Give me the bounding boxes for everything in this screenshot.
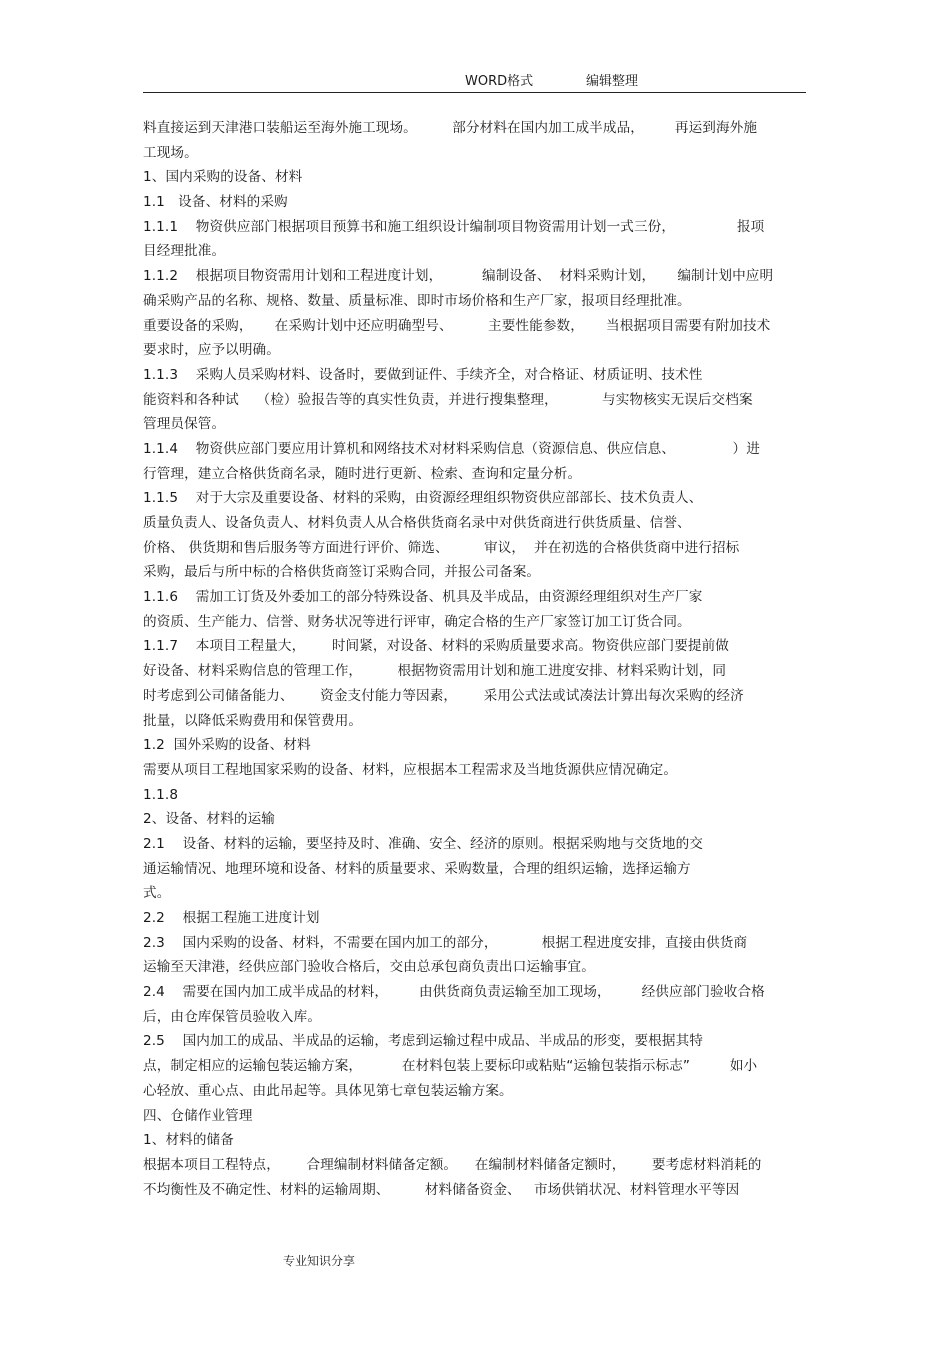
section-heading: 1、国内采购的设备、材料 <box>143 169 303 186</box>
text-line: 时考虑到公司储备能力、 资金支付能力等因素， 采用公式法或试凑法计算出每次采购的经济 <box>143 687 744 704</box>
page-header <box>143 70 806 93</box>
text-line: 1.1.8 <box>143 786 179 803</box>
text-line: 管理员保管。 <box>143 416 226 433</box>
text-line: 点，制定相应的运输包装运输方案， 在材料包装上要标印或粘贴“运输包装指示标志” 如小 <box>143 1058 758 1075</box>
text-line: 后，由仓库保管员验收入库。 <box>143 1008 322 1025</box>
text-line: 2.2 根据工程施工进度计划 <box>143 910 320 926</box>
text-line: 能资料和各种试 （检）验报告等的真实性负责，并进行搜集整理， 与实物核实无误后交档案 <box>143 391 753 408</box>
text-line: 心轻放、重心点、由此吊起等。具体见第七章包装运输方案。 <box>143 1082 513 1099</box>
text-line: 行管理，建立合格供货商名录，随时进行更新、检索、查询和定量分析。 <box>143 465 582 482</box>
text-line: 不均衡性及不确定性、材料的运输周期、 材料储备资金、 市场供销状况、材料管理水平等因 <box>143 1181 740 1198</box>
subsection-heading: 1、材料的储备 <box>143 1132 234 1149</box>
text-line: 1.1.7 本项目工程量大， 时间紧，对设备、材料的采购质量要求高。物资供应部门要提前做 <box>143 638 729 655</box>
text-line: 通运输情况、地理环境和设备、材料的质量要求、采购数量，合理的组织运输，选择运输方 <box>143 860 691 877</box>
text-line: 2.4 需要在国内加工成半成品的材料， 由供货商负责运输至加工现场， 经供应部门验收合格 <box>143 984 765 1001</box>
text-line: 1.1.5 对于大宗及重要设备、材料的采购，由资源经理组织物资供应部部长、技术负责人、 <box>143 490 703 507</box>
text-line: 确采购产品的名称、规格、数量、质量标准、即时市场价格和生产厂家，报项目经理批准。 <box>143 292 691 309</box>
text-line: 目经理批准。 <box>143 243 226 260</box>
text-line: 价格、 供货期和售后服务等方面进行评价、筛选、 审议， 并在初选的合格供货商中进行招标 <box>143 539 740 556</box>
header-format-label: WORD格式 <box>465 74 534 89</box>
text-line: 要求时，应予以明确。 <box>143 342 280 359</box>
text-line: 的资质、生产能力、信誉、财务状况等进行评审，确定合格的生产厂家签订加工订货合同。 <box>143 613 691 630</box>
text-line: 1.1.2 根据项目物资需用计划和工程进度计划， 编制设备、 材料采购计划， 编制计划中应明 <box>143 268 774 285</box>
section-heading: 2、设备、材料的运输 <box>143 811 275 828</box>
text-line: 1.1.3 采购人员采购材料、设备时，要做到证件、手续齐全，对合格证、材质证明、技术性 <box>143 366 703 383</box>
text-line: 好设备、材料采购信息的管理工作， 根据物资需用计划和施工进度安排、材料采购计划，同 <box>143 663 727 680</box>
subsection-heading: 1.1 设备、材料的采购 <box>143 194 288 211</box>
text-line: 2.5 国内加工的成品、半成品的运输，考虑到运输过程中成品、半成品的形变，要根据其特 <box>143 1033 703 1050</box>
text-line: 1.1.6 需加工订货及外委加工的部分特殊设备、机具及半成品，由资源经理组织对生产厂家 <box>143 589 703 606</box>
text-line: 采购，最后与所中标的合格供货商签订采购合同，并报公司备案。 <box>143 564 541 581</box>
text-line: 式。 <box>143 885 171 902</box>
text-line: 1.1.1 物资供应部门根据项目预算书和施工组织设计编制项目物资需用计划一式三份， 报项 <box>143 218 765 235</box>
text-line: 2.3 国内采购的设备、材料，不需要在国内加工的部分， 根据工程进度安排，直接由供货商 <box>143 934 748 951</box>
text-line: 1.1.4 物资供应部门要应用计算机和网络技术对材料采购信息（资源信息、供应信息、 ）进 <box>143 440 760 457</box>
text-line: 运输至天津港，经供应部门验收合格后，交由总承包商负责出口运输事宜。 <box>143 959 595 976</box>
text-line: 工现场。 <box>143 144 198 161</box>
text-line: 料直接运到天津港口装船运至海外施工现场。 部分材料在国内加工成半成品， 再运到海外施 <box>143 120 758 136</box>
text-line: 重要设备的采购， 在采购计划中还应明确型号、 主要性能参数， 当根据项目需要有附加技术 <box>143 317 771 334</box>
page-footer: 专业知识分享 <box>283 1254 356 1268</box>
text-line: 需要从项目工程地国家采购的设备、材料，应根据本工程需求及当地货源供应情况确定。 <box>143 761 678 778</box>
text-line: 批量，以降低采购费用和保管费用。 <box>143 712 363 729</box>
document-body <box>143 116 808 1202</box>
subsection-heading: 1.2 国外采购的设备、材料 <box>143 737 311 754</box>
text-line: 根据本项目工程特点， 合理编制材料储备定额。 在编制材料储备定额时， 要考虑材料消耗的 <box>143 1156 762 1173</box>
section-heading: 四、仓储作业管理 <box>143 1107 253 1124</box>
text-line: 2.1 设备、材料的运输，要坚持及时、准确、安全、经济的原则。根据采购地与交货地的交 <box>143 835 703 852</box>
header-edit-label: 编辑整理 <box>586 74 639 89</box>
text-line: 质量负责人、设备负责人、材料负责人从合格供货商名录中对供货商进行供货质量、信誉、 <box>143 515 691 531</box>
